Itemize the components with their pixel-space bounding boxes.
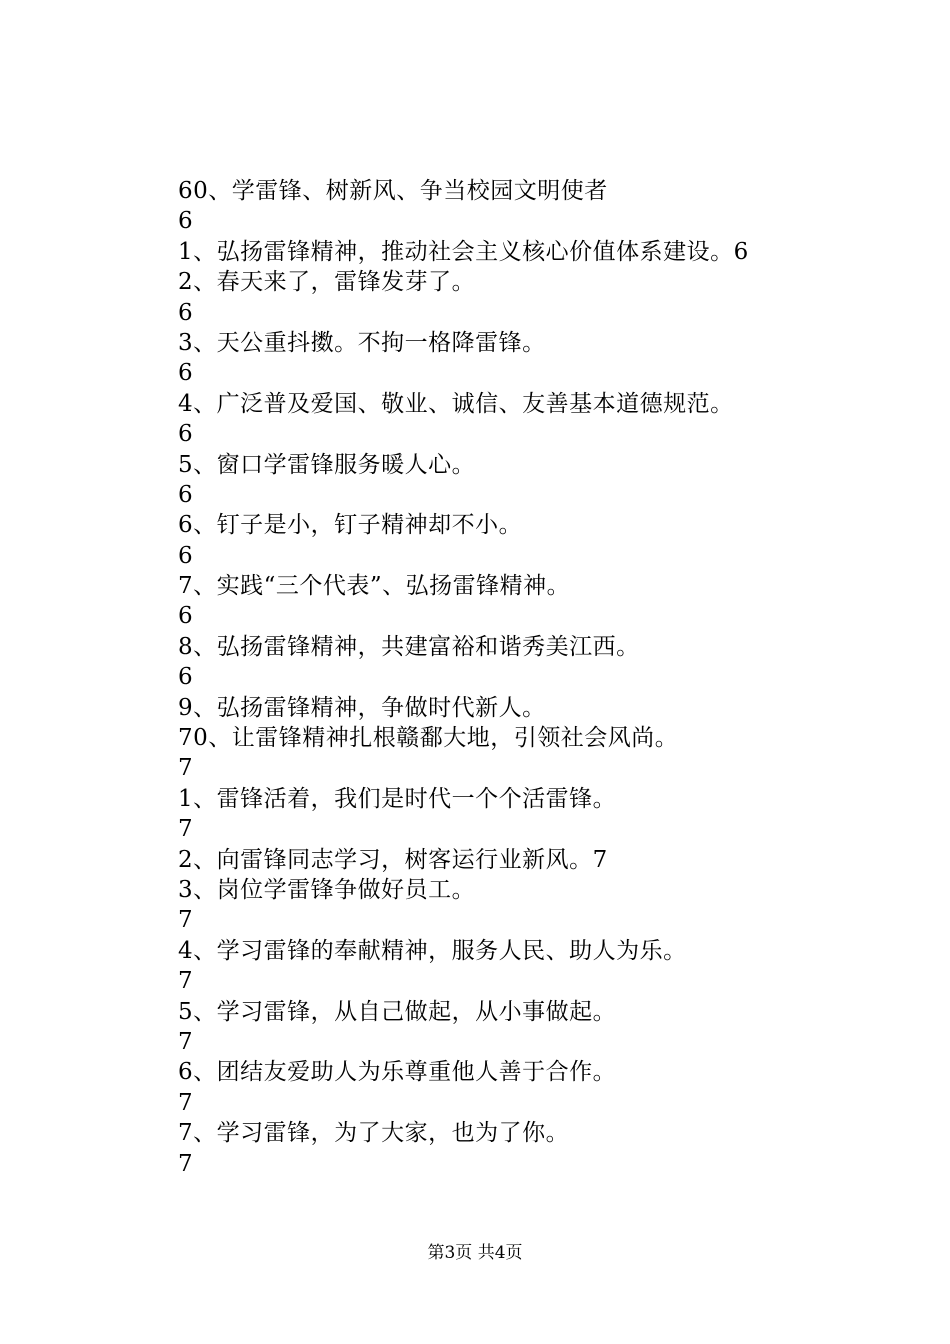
text-line: 7 [178, 1150, 194, 1177]
text-line: 1、雷锋活着，我们是时代一个个活雷锋。 [178, 785, 617, 812]
text-line: 9、弘扬雷锋精神，争做时代新人。 [178, 694, 546, 721]
text-line: 6、团结友爱助人为乐尊重他人善于合作。 [178, 1059, 617, 1086]
text-line: 2、向雷锋同志学习，树客运行业新风。7 [178, 846, 608, 873]
text-line: 1、弘扬雷锋精神，推动社会主义核心价值体系建设。6 [178, 238, 749, 265]
text-line: 7 [178, 1028, 194, 1055]
text-line: 70、让雷锋精神扎根赣鄱大地，引领社会风尚。 [178, 725, 679, 752]
text-line: 7、学习雷锋，为了大家，也为了你。 [178, 1120, 570, 1147]
page-footer: 第3页 共4页 [427, 1243, 523, 1263]
text-line: 6 [178, 481, 194, 508]
text-line: 7 [178, 755, 194, 782]
text-line: 4、学习雷锋的奉献精神，服务人民、助人为乐。 [178, 937, 687, 964]
text-line: 7 [178, 907, 194, 934]
text-line: 6 [178, 421, 194, 448]
text-line: 6 [178, 360, 194, 387]
text-line: 3、岗位学雷锋争做好员工。 [178, 876, 476, 903]
text-line: 6 [178, 299, 194, 326]
text-line: 6 [178, 664, 194, 691]
text-line: 6 [178, 603, 194, 630]
text-line: 7 [178, 1089, 194, 1116]
document-body [178, 176, 858, 1179]
text-line: 3、天公重抖擞。不拘一格降雷锋。 [178, 329, 546, 356]
text-line: 60、学雷锋、树新风、争当校园文明使者 [178, 178, 608, 204]
text-line: 6 [178, 208, 194, 235]
text-line: 7、实践“三个代表”、弘扬雷锋精神。 [178, 573, 571, 600]
text-line: 6、钉子是小，钉子精神却不小。 [178, 512, 523, 539]
text-line: 4、广泛普及爱国、敬业、诚信、友善基本道德规范。 [178, 390, 734, 417]
text-line: 6 [178, 542, 194, 569]
text-line: 2、春天来了，雷锋发芽了。 [178, 269, 476, 296]
text-line: 8、弘扬雷锋精神，共建富裕和谐秀美江西。 [178, 633, 640, 660]
text-line: 5、窗口学雷锋服务暖人心。 [178, 451, 476, 478]
text-line: 7 [178, 816, 194, 843]
text-line: 7 [178, 968, 194, 995]
text-line: 5、学习雷锋，从自己做起，从小事做起。 [178, 998, 617, 1025]
